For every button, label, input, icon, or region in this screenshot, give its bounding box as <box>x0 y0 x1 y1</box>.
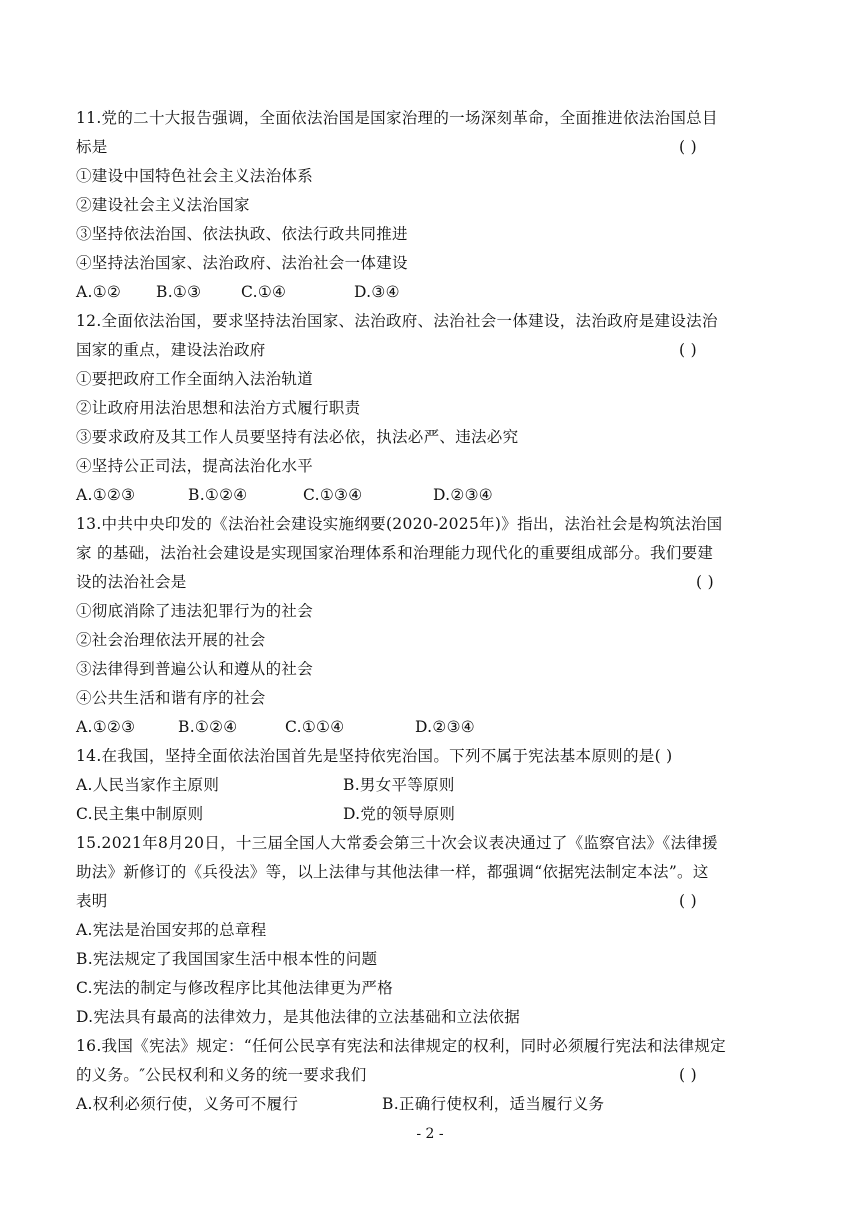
option-d: D.②③④ <box>415 718 475 736</box>
question-stem: 国家的重点，建设法治政府 <box>76 341 266 359</box>
question-stem: 的义务。″公民权利和义务的统一要求我们 <box>76 1066 367 1084</box>
question-16 <box>76 1032 784 1119</box>
exam-page <box>76 104 784 1119</box>
statement-item: ①要把政府工作全面纳入法治轨道 <box>76 370 314 388</box>
statement-item: ②让政府用法治思想和法治方式履行职责 <box>76 399 361 417</box>
question-13 <box>76 510 784 742</box>
question-stem: 16.我国《宪法》规定：“任何公民享有宪法和法律规定的权利，同时必须履行宪法和法律规定 <box>76 1037 726 1055</box>
option-d: D.③④ <box>354 283 400 301</box>
question-stem: 表明 <box>76 892 108 910</box>
question-stem: 14.在我国，坚持全面依法治国首先是坚持依宪治国。下列不属于宪法基本原则的是 <box>76 747 655 765</box>
option-c: C.①①④ <box>285 718 345 736</box>
option-a: A.①②③ <box>76 486 136 504</box>
statement-item: ②社会治理依法开展的社会 <box>76 631 266 649</box>
option-b: B.男女平等原则 <box>343 776 455 794</box>
statement-item: ①建设中国特色社会主义法治体系 <box>76 167 314 185</box>
option-b: B.①②④ <box>188 486 248 504</box>
statement-item: ③坚持依法治国、依法执政、依法行政共同推进 <box>76 225 408 243</box>
option-b: B.宪法规定了我国国家生活中根本性的问题 <box>76 950 378 968</box>
option-d: D.②③④ <box>433 486 493 504</box>
option-b: B.①②④ <box>178 718 238 736</box>
option-a: A.宪法是治国安邦的总章程 <box>76 921 267 939</box>
options-row <box>76 800 784 829</box>
options-row <box>76 771 784 800</box>
question-stem: 13.中共中央印发的《法治社会建设实施纲要(2020-2025年)》指出，法治社会是构筑法治国 <box>76 515 723 533</box>
options-row <box>76 1090 784 1119</box>
answer-parentheses: ( ) <box>679 341 697 359</box>
option-d: D.党的领导原则 <box>343 805 456 823</box>
question-15 <box>76 829 784 1032</box>
option-d: D.宪法具有最高的法律效力，是其他法律的立法基础和立法依据 <box>76 1008 521 1026</box>
question-stem: 标是 <box>76 138 108 156</box>
option-c: C.①④ <box>241 283 287 301</box>
question-stem: 12.全面依法治国，要求坚持法治国家、法治政府、法治社会一体建设，法治政府是建设法治 <box>76 312 718 330</box>
question-stem: 家 的基础，法治社会建设是实现国家治理体系和治理能力现代化的重要组成部分。我们要建 <box>76 544 714 562</box>
answer-parentheses: ( ) <box>679 892 697 910</box>
page-number: - 2 - <box>416 1126 444 1142</box>
option-a: A.权利必须行使，义务可不履行 <box>76 1095 299 1113</box>
question-stem: 15.2021年8月20日，十三届全国人大常委会第三十次会议表决通过了《监察官法》《法律援 <box>76 834 718 852</box>
answer-parentheses: ( ) <box>654 747 673 765</box>
question-11 <box>76 104 784 307</box>
question-12 <box>76 307 784 510</box>
answer-parentheses: ( ) <box>679 1066 697 1084</box>
option-c: C.民主集中制原则 <box>76 805 204 823</box>
option-c: C.宪法的制定与修改程序比其他法律更为严格 <box>76 979 394 997</box>
statement-item: ①彻底消除了违法犯罪行为的社会 <box>76 602 314 620</box>
answer-parentheses: ( ) <box>679 138 697 156</box>
statement-item: ④公共生活和谐有序的社会 <box>76 689 266 707</box>
option-a: A.①② <box>76 283 122 301</box>
option-c: C.①③④ <box>303 486 363 504</box>
statement-item: ③法律得到普遍公认和遵从的社会 <box>76 660 314 678</box>
option-b: B.①③ <box>156 283 202 301</box>
option-b: B.正确行使权利，适当履行义务 <box>382 1095 605 1113</box>
question-stem: 11.党的二十大报告强调，全面依法治国是国家治理的一场深刻革命，全面推进依法治国总目 <box>76 109 718 127</box>
statement-item: ④坚持公正司法，提高法治化水平 <box>76 457 314 475</box>
options-row <box>76 278 784 307</box>
statement-item: ④坚持法治国家、法治政府、法治社会一体建设 <box>76 254 408 272</box>
question-14 <box>76 742 784 829</box>
statement-item: ②建设社会主义法治国家 <box>76 196 250 214</box>
options-row <box>76 481 784 510</box>
option-a: A.人民当家作主原则 <box>76 776 220 794</box>
answer-parentheses: ( ) <box>696 573 714 591</box>
question-stem: 设的法治社会是 <box>76 573 187 591</box>
question-stem: 助法》新修订的《兵役法》等，以上法律与其他法律一样，都强调“依据宪法制定本法”。这 <box>76 863 709 881</box>
options-row <box>76 713 784 742</box>
option-a: A.①②③ <box>76 718 136 736</box>
statement-item: ③要求政府及其工作人员要坚持有法必依，执法必严、违法必究 <box>76 428 519 446</box>
